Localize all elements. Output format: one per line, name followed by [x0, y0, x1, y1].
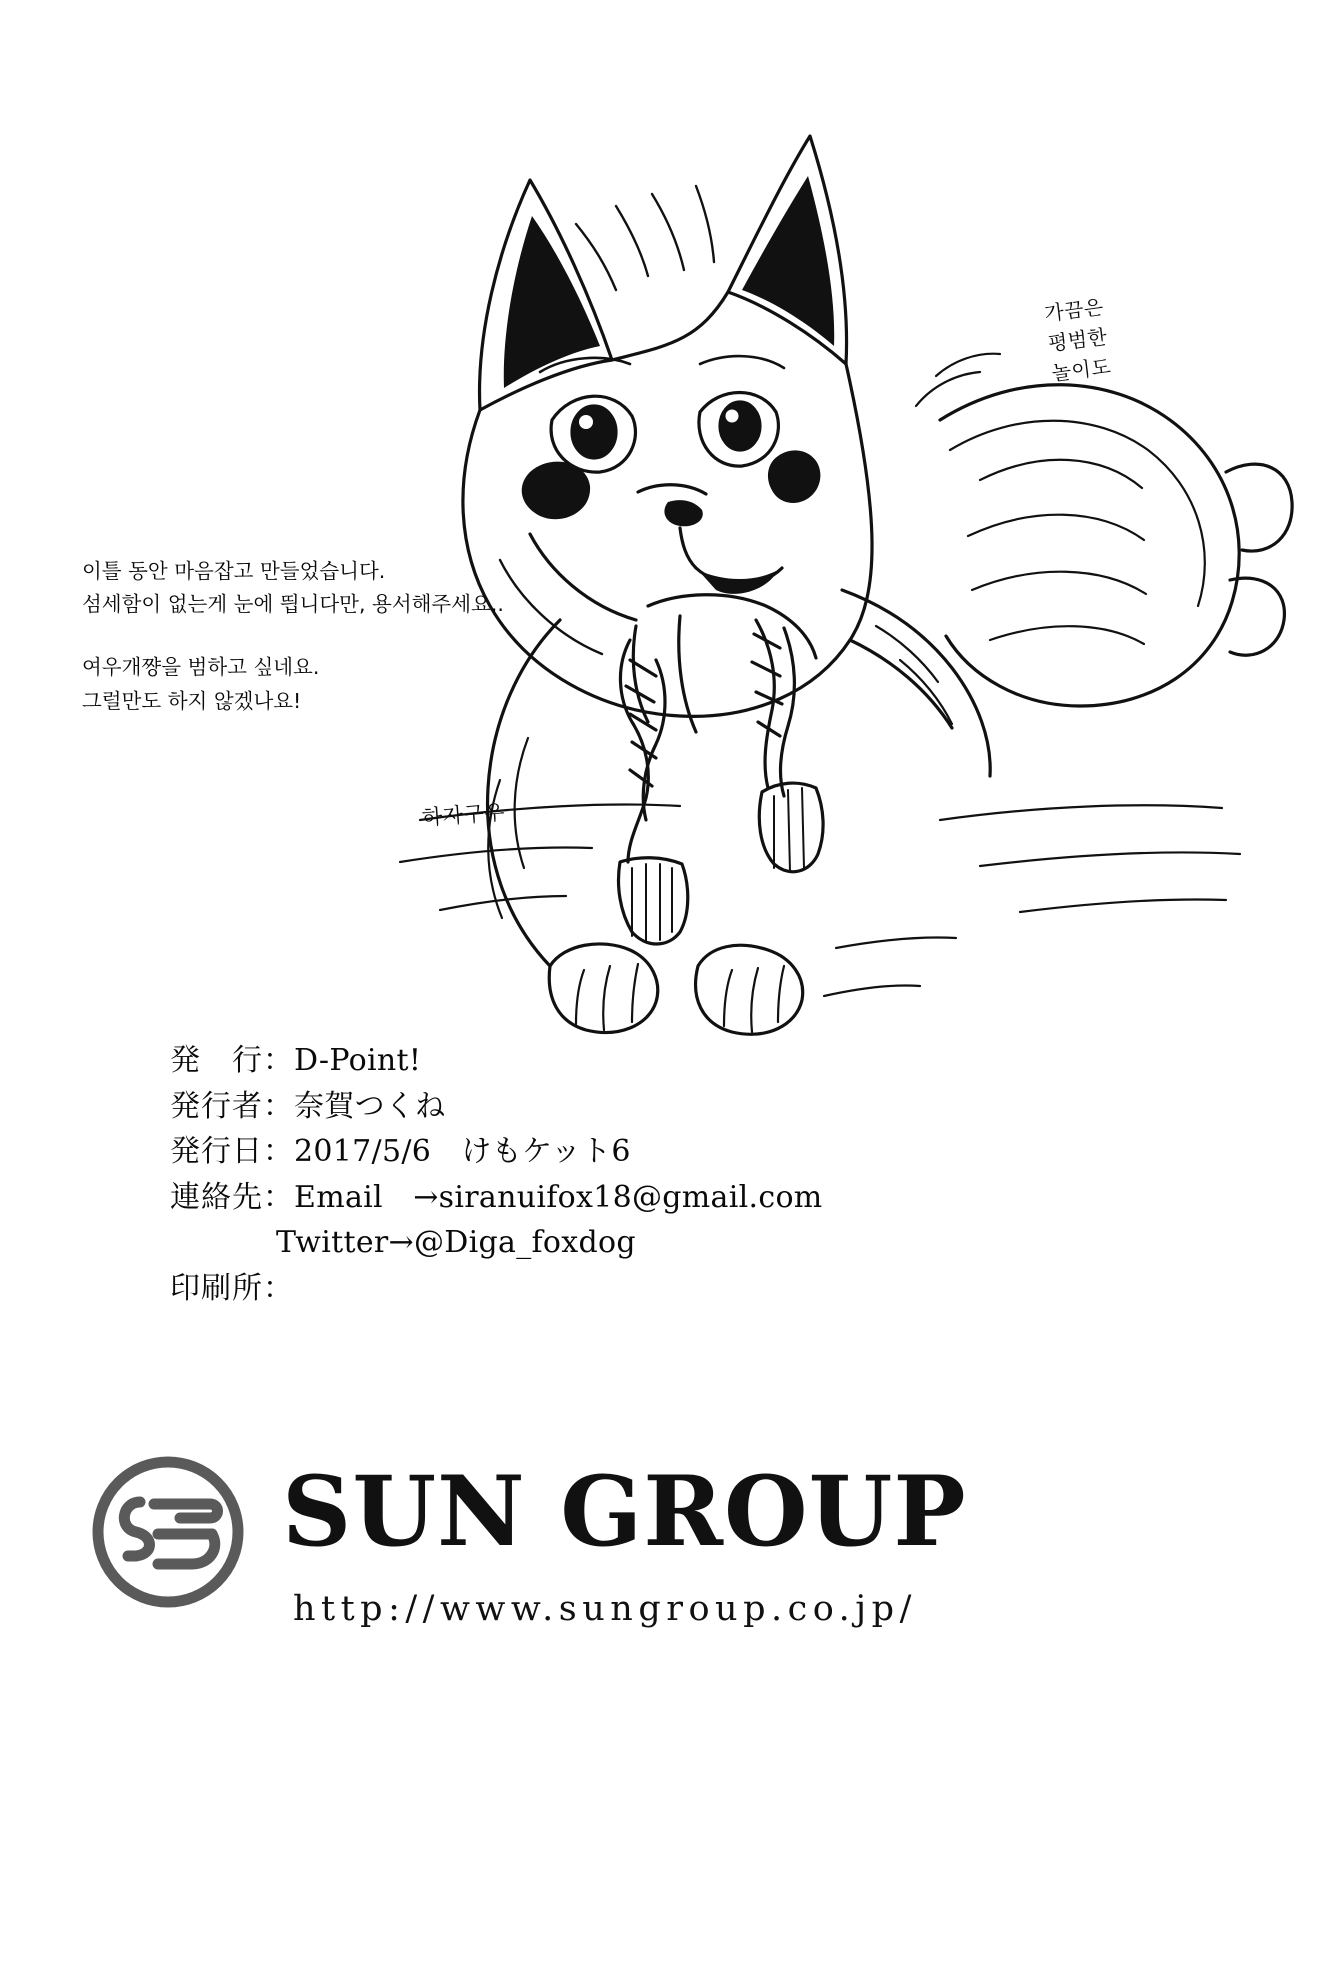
- colophon-label-email: Email →: [294, 1179, 439, 1215]
- colophon-value-publisher: D-Point!: [294, 1043, 422, 1078]
- colophon-label-author: 発行者：: [170, 1088, 294, 1124]
- printer-logo-area: [88, 1452, 1118, 1662]
- afterword-line-1: 이틀 동안 마음잡고 만들었습니다.: [82, 559, 386, 583]
- colophon-label-twitter: Twitter→: [276, 1225, 414, 1261]
- colophon-value-author: 奈賀つくね: [294, 1088, 446, 1124]
- colophon-row-contact-twitter: [170, 1220, 1170, 1266]
- colophon-label-printer: 印刷所：: [170, 1270, 294, 1306]
- colophon-label-date: 発行日：: [170, 1134, 294, 1170]
- colophon-row-contact-email: [170, 1175, 1170, 1221]
- afterword-line-2: 섬세함이 없는게 눈에 띕니다만, 용서해주세요..: [82, 592, 504, 617]
- colophon-row-author: [170, 1084, 1170, 1130]
- colophon-label-contact: 連絡先：: [170, 1179, 294, 1215]
- colophon-row-printer: [170, 1266, 1170, 1312]
- afterword-paragraph-1: [82, 555, 702, 621]
- colophon-row-publisher: [170, 1038, 1170, 1084]
- handwritten-note-tail: 하자구우: [421, 800, 506, 830]
- sun-group-logo-icon: [88, 1452, 248, 1612]
- afterword-text: [82, 555, 702, 718]
- sun-group-wordmark: SUN GROUP: [282, 1455, 967, 1568]
- colophon-row-date: [170, 1129, 1170, 1175]
- afterword-line-4: 그럴만도 하지 않겠나요!: [82, 688, 302, 713]
- colophon-value-date: 2017/5/6 けもケット6: [294, 1134, 631, 1170]
- sun-group-url: http://www.sungroup.co.jp/: [293, 1589, 917, 1629]
- colophon: [170, 1038, 1170, 1312]
- afterword-line-3: 여우개쨩을 범하고 싶네요.: [82, 655, 320, 680]
- colophon-label-publisher: 発 行：: [170, 1043, 294, 1078]
- colophon-value-twitter: @Diga_foxdog: [413, 1225, 636, 1261]
- afterword-paragraph-2: [82, 651, 702, 717]
- colophon-value-email: siranuifox18@gmail.com: [438, 1179, 823, 1215]
- handwritten-note-top-right: 가끔은 평범한 놀이도: [1043, 294, 1113, 386]
